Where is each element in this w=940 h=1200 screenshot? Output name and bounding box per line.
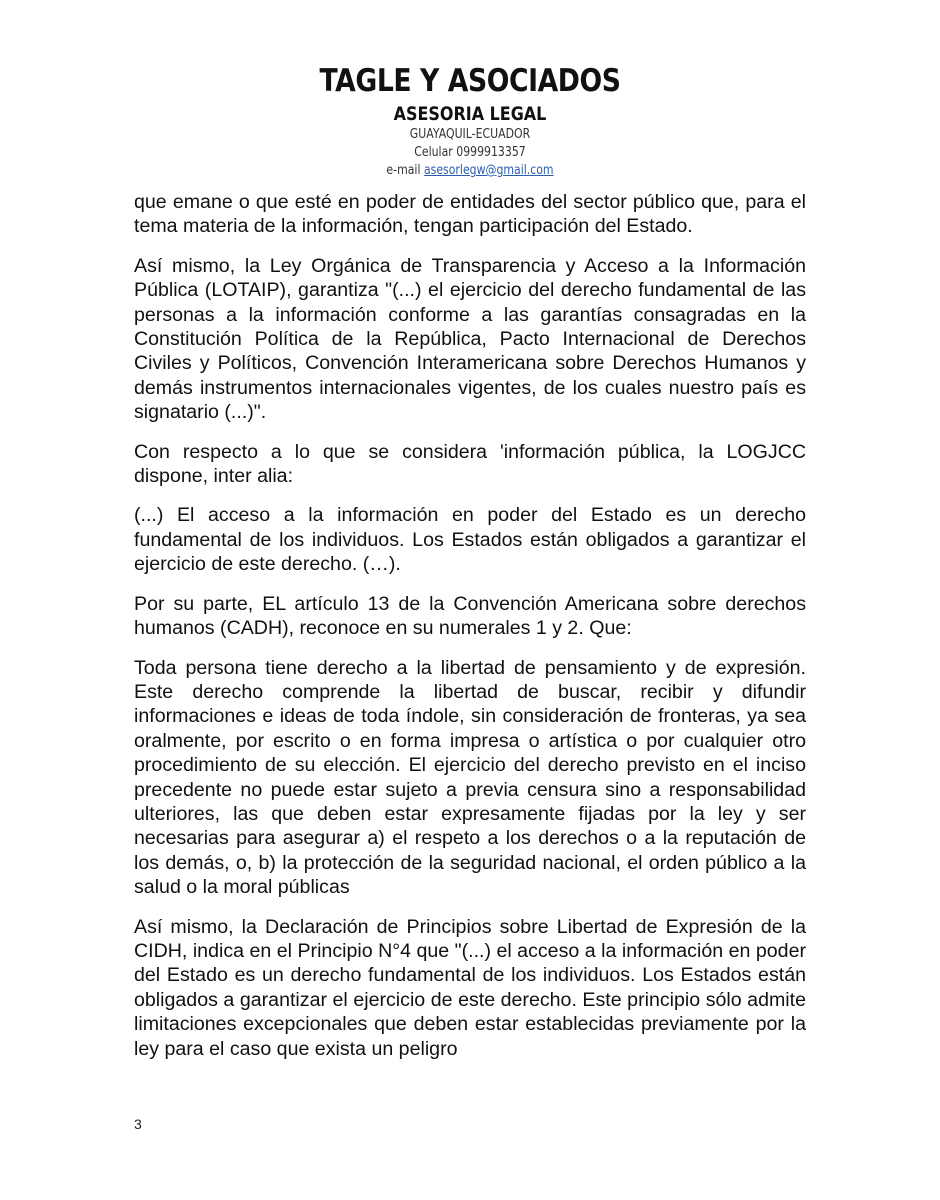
firm-location: GUAYAQUIL-ECUADOR	[409, 127, 531, 142]
email-link[interactable]: asesorlegw@gmail.com	[423, 163, 554, 178]
paragraph-3: Con respecto a lo que se considera 'información pública, la LOGJCC dispone, inter alia:	[134, 440, 806, 488]
firm-phone: Celular 0999913357	[414, 145, 526, 160]
paragraph-2: Así mismo, la Ley Orgánica de Transparencia y Acceso a la Información Pública (LOTAIP), garantiza "(...) el ejercicio del derecho fundamental de las personas a la información conforme a las garantías consagradas en la Constitución Política de la República, Pacto Internacional de Derechos Civiles y Políticos, Convención Interamericana sobre Derechos Humanos y demás instrumentos internacionales vigentes, de los cuales nuestro país es signatario (...)".	[134, 254, 806, 424]
paragraph-1: que emane o que esté en poder de entidades del sector público que, para el tema materia de la información, tengan participación del Estado.	[134, 191, 806, 238]
firm-subtitle: ASESORIA LEGAL	[393, 103, 547, 125]
document-body	[134, 190, 806, 1076]
paragraph-6: Toda persona tiene derecho a la libertad de pensamiento y de expresión. Este derecho comprende la libertad de buscar, recibir y difundir informaciones e ideas de toda índole, sin consideración de fronteras, ya sea oralmente, por escrito o en forma impresa o artística o por cualquier otro procedimiento de su elección. El ejercicio del derecho previsto en el inciso precedente no puede estar sujeto a previa censura sino a responsabilidad ulteriores, las que deben estar expresamente fijadas por la ley y ser necesarias para asegurar a) el respeto a los derechos o a la reputación de los demás, o, b) la protección de la seguridad nacional, el orden público a la salud o la moral públicas	[134, 656, 806, 899]
letterhead	[0, 60, 940, 180]
firm-name: TAGLE Y ASOCIADOS	[319, 63, 621, 99]
paragraph-4: (...) El acceso a la información en poder del Estado es un derecho fundamental de los individuos. Los Estados están obligados a garantizar el ejercicio de este derecho. (…).	[134, 504, 806, 576]
paragraph-7: Así mismo, la Declaración de Principios sobre Libertad de Expresión de la CIDH, indica en el Principio N°4 que "(...) el acceso a la información en poder del Estado es un derecho fundamental de los individuos. Los Estados están obligados a garantizar el ejercicio de este derecho. Este principio sólo admite limitaciones excepcionales que deben estar establecidas previamente por la ley para el caso que exista un peligro	[134, 915, 806, 1060]
firm-email-line	[75, 162, 865, 180]
email-label: e-mail	[386, 163, 421, 178]
page-number: 3	[134, 1116, 142, 1132]
paragraph-5: Por su parte, EL artículo 13 de la Convención Americana sobre derechos humanos (CADH), reconoce en su numerales 1 y 2. Que:	[134, 592, 806, 640]
